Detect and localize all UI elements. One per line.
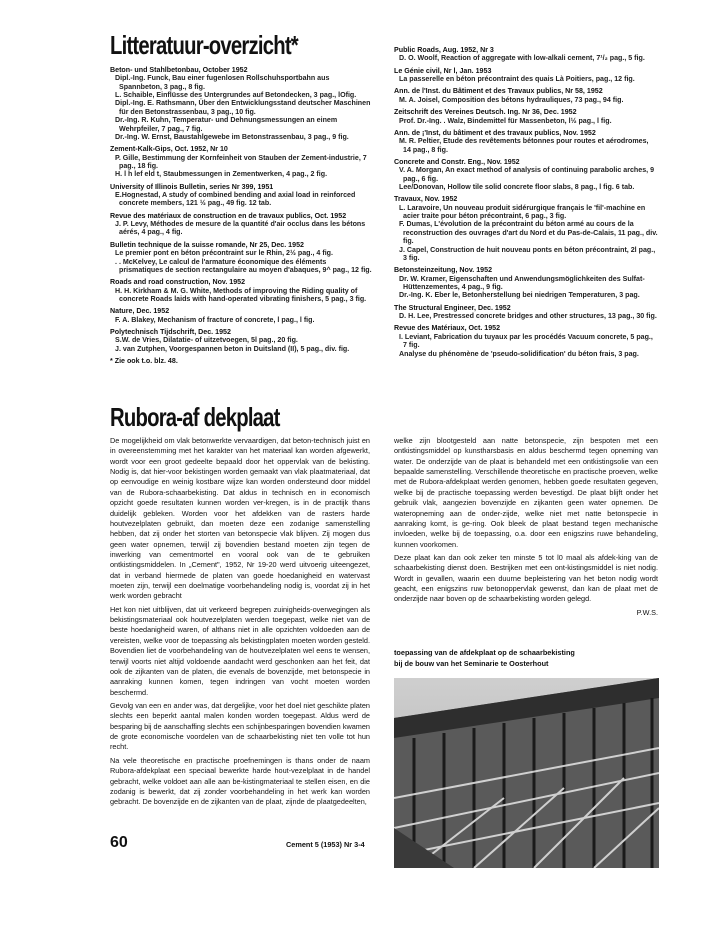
- bibliography-source: Bulletin technique de la suisse romande, Nr 25, Dec. 1952: [110, 240, 304, 249]
- bibliography-entry: S.W. de Vries, Dilatatie- of uitzetvoegen, 5l pag., 20 fig.: [115, 336, 298, 345]
- article-paragraph: welke zijn blootgesteld aan natte betonspecie, zijn bespoten met een ontkistingsmiddel op kunstharsbasis en aldus beschermd tegen opneming van water. De onderzijde van de plaat is behandeld met een ontkistingsolie van een bepaalde samenstelling. Verschillende theoretische en practische proeven, welke met de Rubora-afdekplaat werden genomen, hebben goede resultaten gegeven, welke bij de practische toepassing werden bevestigd. De plaat blijft onder het gebruik vlak, aangezien bovenzijde en zijkanten geen water opnemen. De wateropneming aan de onder-zijde, welke niet met natte betonspecie in aanraking komt, is ge-ring. Ook bleek de plaat bestand tegen mechanische invloeden, welke bij de toepassing, o.a. door een enigszins ruwe behandeling, kunnen voorkomen.: [394, 436, 658, 549]
- bibliography-entry: La passerelle en béton précontraint des quais Là Poitiers, pag., 12 fig.: [399, 75, 635, 84]
- bibliography-source: * Zie ook t.o. blz. 48.: [110, 357, 178, 366]
- bibliography-entry: H. H. Kirkham & M. G. White, Methods of improving the Riding quality of concrete Roads laids with hand-operated vibrating finishers, 5 pag., 3 fig.: [115, 286, 367, 303]
- article-paragraph: Het kon niet uitblijven, dat uit verkeerd begrepen zuinigheids-overwegingen als bekistingsmateriaal ook houtvezelplaten werden toegepast, welke niet van de beste hoedanigheid waren, of althans niet in alle opzichten voldoeden aan de vereisten, welke voor de toepassing als bekistingplaten moeten worden gesteld. Bovendien liet de voorbehandeling van de houtvezelplaten wel eens te wensen, terwijl voorts niet altijd voldoende aandacht werd geschonken aan het feit, dat ook de zijkanten van de platen, die evenals de bovenzijde, met betonspecie in aanraking kunnen komen, tegen indringen van vocht moeten worden beschermd.: [110, 604, 370, 697]
- caption-line: bij de bouw van het Seminarie te Oosterhout: [394, 658, 549, 668]
- bibliography-entry: Prof. Dr.-Ing. . Walz, Bindemittel für Massenbeton, l½ pag., l fig.: [399, 116, 612, 125]
- bibliography-entry: . . McKelvey, Le calcul de l'armature économique des éléments prismatiques de section rectangulaire au moyen d'abaques, 9^ pag., 12 fig.: [115, 257, 372, 274]
- bibliography-source: Nature, Dec. 1952: [110, 307, 170, 316]
- article-left-column: [110, 436, 370, 808]
- bibliography-source: Polytechnisch Tijdschrift, Dec. 1952: [110, 328, 231, 337]
- bibliography-source: The Structural Engineer, Dec. 1952: [394, 303, 511, 312]
- bibliography-source: Ann. de l'Inst. du Bâtiment et des Travaux publics, Nr 58, 1952: [394, 87, 603, 96]
- bibliography-entry: D. H. Lee, Prestressed concrete bridges and other structures, 13 pag., 30 fig.: [399, 312, 657, 321]
- photo-caption: [394, 648, 658, 669]
- bibliography-entry: E.Hognestad, A study of combined bending and axial load in reinforced concrete members, 121 ½ pag., 49 fig. 12 tab.: [115, 191, 356, 208]
- bibliography-entry: L. Schaible, Einflüsse des Untergrundes auf Betondecken, 3 pag., lOfig.: [115, 91, 357, 100]
- bibliography-entry: Le premier pont en béton précontraint sur le Rhin, 2½ pag., 4 fig.: [115, 249, 333, 258]
- formwork-photo: [394, 678, 659, 868]
- bibliography-source: Travaux, Nov. 1952: [394, 195, 458, 204]
- article-paragraph: Gevolg van een en ander was, dat dergelijke, voor het doel niet geschikte platen slechts een beperkt aantal malen konden worden toegepast. Aldus werd de besparing bij de aanschaffing slechts een schijnbesparingen bovendien kwamen de grote economische voordelen van de schaarbekisting niet ten volle tot hun recht.: [110, 700, 370, 752]
- bibliography-entry: Dr.-Ing. W. Ernst, Baustahlgewebe im Betonstrassenbau, 3 pag., 9 fig.: [115, 132, 349, 141]
- bibliography-entry: F. Dumas, L'évolution de la précontraint du béton armé au cours de la reconstruction des ouvrages d'art du Nord et du Pas-de-Calais, 11 pag., div. fig.: [399, 220, 658, 246]
- bibliography-entry: V. A. Morgan, An exact method of analysis of continuing parabolic arches, 9 pag., 6 fig.: [399, 166, 655, 183]
- article-title: Rubora-af dekplaat: [110, 402, 280, 432]
- bibliography-entry: Dipl.-Ing. E. Rathsmann, Über den Entwicklungsstand deutscher Maschinen für den Betonstrassenbau, 3 pag., 10 fig.: [115, 99, 371, 116]
- bibliography-entry: J. Capel, Construction de huit nouveau ponts en béton précontraint, 2l pag., 3 fig.: [399, 245, 656, 262]
- bibliography-source: Revue des matériaux de construction en de travaux publics, Oct. 1952: [110, 211, 347, 220]
- bibliography-source: Ann. de ¡'Inst, du bâtiment et des travaux publics, Nov. 1952: [394, 128, 596, 137]
- bibliography-entry: Analyse du phénomène de 'pseudo-solidification' du béton frais, 3 pag.: [399, 349, 639, 358]
- bibliography-entry: J. van Zutphen, Voorgespannen beton in Duitsland (II), 5 pag., div. fig.: [115, 344, 350, 353]
- bibliography-entry: Dipl.-Ing. Funck, Bau einer fugenlosen Rollschuhsportbahn aus Spannbeton, 3 pag., 8 fig.: [115, 74, 330, 91]
- bibliography-entry: F. A. Blakey, Mechanism of fracture of concrete, l pag., l fig.: [115, 315, 315, 324]
- bibliography-entry: M. R. Peltier, Etude des revêtements bétonnes pour routes et aérodromes, 14 pag., 8 fig.: [399, 137, 649, 154]
- bibliography-entry: Dr. W. Kramer, Eigenschaften und Anwendungsmöglichkeiten des Sulfat-Hüttenzementes, 4 pag., 9 fig.: [399, 274, 645, 291]
- article-right-column: [394, 436, 658, 618]
- bibliography-right-column: [394, 46, 658, 358]
- formwork-photo-image: [394, 678, 659, 868]
- bibliography-entry: Dr.-Ing. R. Kuhn, Temperatur- und Dehnungsmessungen an einem Wehrpfeiler, 7 pag., 7 fig.: [115, 116, 338, 133]
- bibliography-source: Le Génie civil, Nr l, Jan. 1953: [394, 66, 492, 75]
- article-signature: P.W.S.: [636, 607, 658, 617]
- bibliography-source: Beton- und Stahlbetonbau, October 1952: [110, 66, 248, 74]
- bibliography-left-column: [110, 66, 372, 366]
- article-paragraph: Deze plaat kan dan ook zeker ten minste 5 tot l0 maal als afdek-king van de schaarbekisting dienst doen. Bestrijken met een ont-kistingsmiddel is niet nodig. Wordt in gevallen, waarin een duurne bepleistering van het beton nodig wordt geacht, een enigszins ruw betonoppervlak gewenst, dan kan de plaat met de onderzijde naar boven op de schaarbekisting worden gelegd.: [394, 552, 658, 604]
- page-number: 60: [110, 834, 128, 851]
- journal-reference: Cement 5 (1953) Nr 3-4: [286, 840, 365, 849]
- bibliography-source: Betonsteinzeitung, Nov. 1952: [394, 266, 493, 275]
- bibliography-source: Public Roads, Aug. 1952, Nr 3: [394, 46, 494, 54]
- caption-line: toepassing van de afdekplaat op de schaarbekisting: [394, 648, 575, 657]
- bibliography-entry: I. Leviant, Fabrication du tuyaux par les procédés Vacuum concrete, 5 pag., 7 fig.: [399, 332, 653, 350]
- bibliography-source: University of Illinois Bulletin, series Nr 399, 1951: [110, 182, 274, 191]
- bibliography-entry: D. O. Woolf, Reaction of aggregate with low-alkali cement, 7¹/₂ pag., 5 fig.: [399, 54, 645, 63]
- bibliography-source: Concrete and Constr. Eng., Nov. 1952: [394, 157, 520, 166]
- bibliography-entry: P. Gille, Bestimmung der Kornfeinheit von Stauben der Zement-industrie, 7 pag., 18 fig.: [115, 153, 367, 170]
- bibliography-entry: Dr.-Ing. K. Eber le, Betonherstellung bei niedrigen Temperaturen, 3 pag.: [399, 291, 640, 300]
- bibliography-entry: M. A. Joisel, Composition des bétons hydrauliques, 73 pag., 94 fig.: [399, 95, 624, 104]
- literature-title: Litteratuur-overzicht*: [110, 30, 298, 60]
- bibliography-source: Roads and road construction, Nov. 1952: [110, 278, 246, 287]
- bibliography-entry: L. Laravoire, Un nouveau produit sidérurgique français le 'fil'-machine en acier traite pour béton précontraint, 6 pag., 3 fig.: [399, 203, 646, 221]
- bibliography-entry: J. P. Levy, Méthodes de mesure de la quantité d'air occlus dans les bétons aérés, 4 pag., 4 fig.: [115, 220, 366, 237]
- bibliography-source: Zement-Kalk-Gips, Oct. 1952, Nr 10: [110, 145, 228, 154]
- article-paragraph: Na vele theoretische en practische proefnemingen is thans onder de naam Rubora-afdekplaat een speciaal bewerkte harde hout-vezelplaat in de handel gebracht, welke voldoet aan alle aan be-kistingmateriaal te stellen eisen, en die zodanig is bewerkt, dat zij zonder voorbehandeling in het werk kan worden gebracht. De bovenzijde en de zijkanten van de plaat, zijnde de plaatgedeelten,: [110, 755, 370, 807]
- bibliography-source: Zeitschrift des Vereines Deutsch. Ing. Nr 36, Dec. 1952: [394, 108, 577, 117]
- bibliography-entry: Lee/Donovan, Hollow tile solid concrete floor slabs, 8 pag., l fig. 6 tab.: [399, 183, 635, 192]
- bibliography-source: Revue des Matériaux, Oct. 1952: [394, 324, 501, 333]
- article-paragraph: De mogelijkheid om vlak betonwerkte vervaardigen, dat beton-technisch juist en in overeenstemming met het karakter van het materiaal kan worden afgewerkt, wordt voor een groot gedeelte bepaald door het oppervlak van de bekisting. Nodig is, dat hier-voor bekistingen worden gemaakt van vlak plaatmateriaal, dat op eenvoudige en weinig kostbare wijze kan worden ondersteund door middel van de Rubora-schaarbekisting. Dat aldus in technisch en in economisch opzicht goede resultaten kunnen worden ver-kregen, is in de practijk thans duidelijk gebleken. Worden voor het afdekken van de rasters harde houtvezelplaten gebruikt, dan moeten deze een zodanige samenstelling hebben, dat zij onder het storten van betonspecie vlak blijven. Zij mogen dus geen water opnemen, terwijl zij bovendien bestand moeten zijn tegen de inwerking van cementmortel en vooral ook van de te gebruiken ontkistingsmiddelen. In „Cement", 1952, Nr 19-20 werd uitvoerig uiteengezet, dat in verband hiermede de platen van goede hoedanigheid en watervast moeten zijn, terwijl een doelmatige voorbehandeling nodig is, voordat zij in het werk worden gebracht: [110, 436, 370, 601]
- bibliography-entry: H. l h lef eld t, Staubmessungen in Zementwerken, 4 pag., 2 fig.: [115, 170, 328, 179]
